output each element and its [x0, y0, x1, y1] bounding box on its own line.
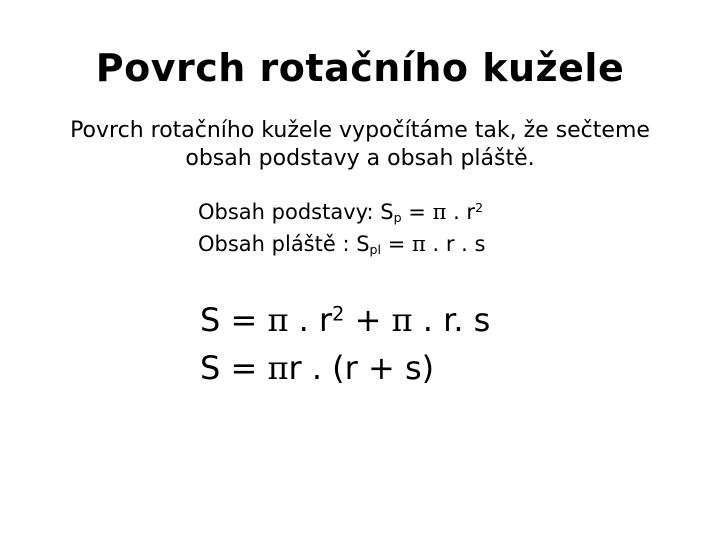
base-area-subscript: p	[393, 210, 402, 226]
formula-part: . r. s	[412, 301, 491, 339]
definitions-block	[198, 196, 485, 260]
base-area-rest: . r	[446, 200, 476, 224]
lateral-area-subscript: pl	[369, 242, 382, 258]
factored-area-formula	[200, 344, 490, 392]
formula-part: r . (r + s)	[288, 349, 435, 387]
intro-line-1: Povrch rotačního kužele vypočítáme tak, že sečteme	[70, 118, 650, 143]
pi-symbol: π	[267, 349, 289, 387]
pi-symbol: π	[391, 301, 413, 339]
pi-symbol: π	[267, 301, 289, 339]
formula-part: . r	[288, 301, 333, 339]
lateral-area-definition	[198, 228, 485, 260]
formulas-block	[200, 296, 490, 392]
pi-symbol: π	[412, 232, 426, 256]
pi-symbol: π	[432, 200, 447, 224]
lateral-area-label: Obsah pláště : S	[198, 232, 370, 256]
formula-lhs: S =	[200, 349, 268, 387]
formula-plus: +	[344, 301, 392, 339]
slide-title: Povrch rotačního kužele	[95, 46, 625, 90]
base-area-exponent: 2	[475, 200, 484, 216]
base-area-equals: =	[401, 200, 433, 224]
base-area-definition	[198, 196, 485, 228]
intro-line-2: obsah podstavy a obsah pláště.	[185, 146, 535, 171]
total-area-formula	[200, 296, 490, 344]
intro-text	[0, 117, 720, 173]
base-area-label: Obsah podstavy: S	[198, 200, 394, 224]
formula-exponent: 2	[332, 302, 345, 326]
lateral-area-rest: . r . s	[425, 232, 486, 256]
formula-lhs: S =	[200, 301, 268, 339]
lateral-area-equals: =	[381, 232, 412, 256]
